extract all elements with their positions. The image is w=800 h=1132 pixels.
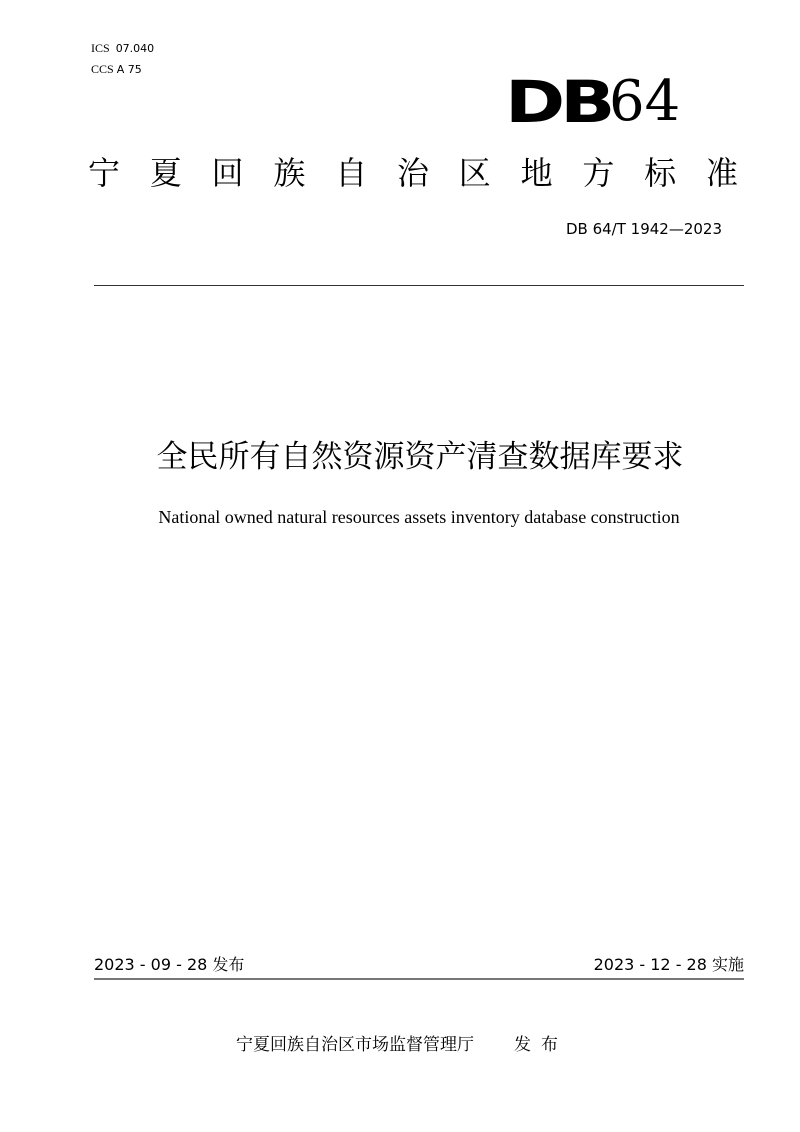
title-char: 地 <box>520 154 553 192</box>
title-char: 夏 <box>149 154 182 192</box>
logo-number: 64 <box>609 69 681 134</box>
standard-category-title <box>88 153 738 193</box>
implementation-date: 2023 - 12 - 28 实施 <box>593 955 744 974</box>
ccs-label: CCS <box>91 62 114 76</box>
issue-date: 2023 - 09 - 28 发布 <box>94 955 245 974</box>
top-divider <box>94 285 744 286</box>
ics-label: ICS <box>91 41 110 55</box>
logo-letters: DB <box>505 68 611 136</box>
bottom-divider <box>94 978 744 980</box>
publisher-name: 宁夏回族自治区市场监督管理厅 <box>236 1035 474 1055</box>
title-char: 准 <box>705 154 738 192</box>
document-title-en: National owned natural resources assets inventory database construction <box>158 507 680 527</box>
document-title-cn: 全民所有自然资源资产清查数据库要求 <box>156 439 684 475</box>
title-char: 自 <box>335 154 368 192</box>
ccs-code <box>91 59 154 80</box>
title-char: 方 <box>582 154 615 192</box>
ics-value: 07.040 <box>115 42 155 55</box>
ccs-value: A 75 <box>116 63 142 76</box>
title-char: 回 <box>211 154 244 192</box>
ics-code <box>91 38 154 59</box>
classification-codes <box>91 38 154 80</box>
title-char: 标 <box>644 154 677 192</box>
title-char: 族 <box>273 154 306 192</box>
publish-action: 发布 <box>514 1035 568 1055</box>
title-char: 宁 <box>88 154 121 192</box>
publisher-line <box>236 1033 568 1057</box>
standard-number: DB 64/T 1942—2023 <box>565 220 722 238</box>
title-char: 治 <box>396 154 429 192</box>
title-char: 区 <box>458 154 491 192</box>
db64-logo <box>505 68 681 136</box>
